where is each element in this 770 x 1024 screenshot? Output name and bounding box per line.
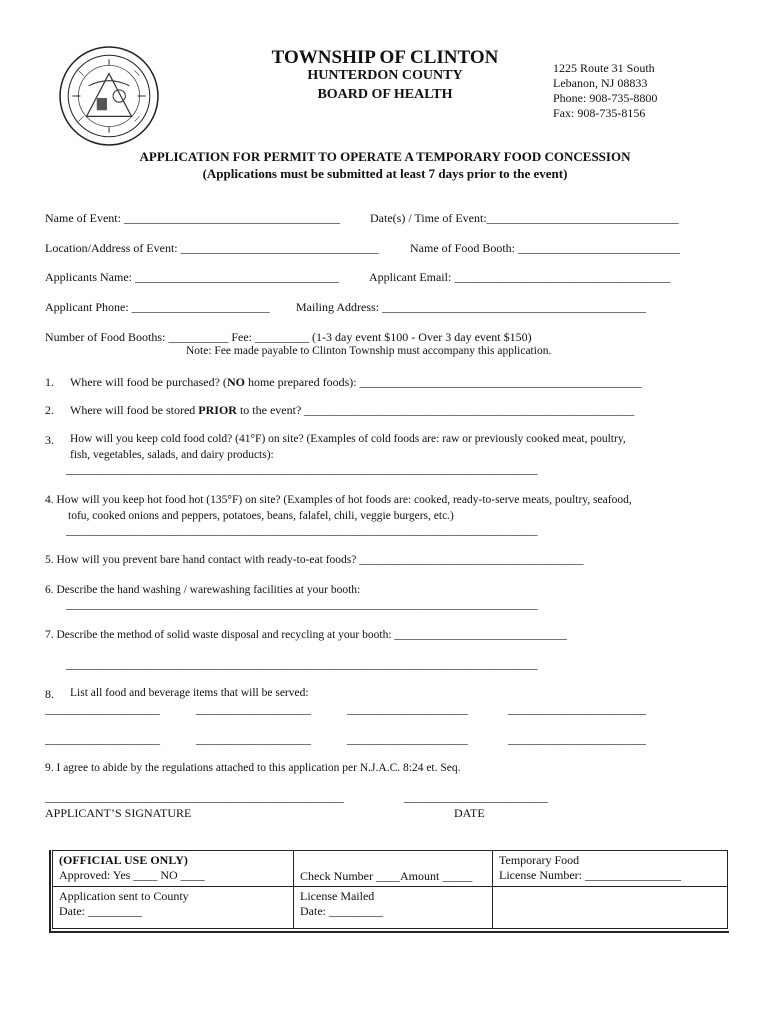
question-8: List all food and beverage items that will be served: — [70, 687, 309, 699]
food-item-line[interactable]: ________________________ — [508, 734, 646, 746]
form-title: APPLICATION FOR PERMIT TO OPERATE A TEMPORARY FOOD CONCESSION — [139, 149, 631, 164]
address-line-1: 1225 Route 31 South — [553, 61, 655, 75]
board-name: BOARD OF HEALTH — [317, 87, 453, 102]
date-label: DATE — [454, 806, 485, 820]
question-7-answer-line[interactable]: __________________________________________________________________________________ — [66, 659, 538, 671]
check-amount-field[interactable]: Check Number ____Amount _____ — [300, 869, 473, 883]
booth-name-field[interactable]: Name of Food Booth: ___________________________ — [410, 241, 680, 255]
county-name: HUNTERDON COUNTY — [307, 68, 463, 83]
location-field[interactable]: Location/Address of Event: _________________________________ — [45, 241, 379, 255]
license-mailed-label: License Mailed — [300, 889, 375, 903]
license-mailed-cell — [294, 887, 493, 929]
question-6: 6. Describe the hand washing / warewashing facilities at your booth: — [45, 584, 361, 596]
question-5[interactable]: 5. How will you prevent bare hand contact with ready-to-eat foods? _______________________________________ — [45, 554, 584, 566]
applicant-phone-field[interactable]: Applicant Phone: _______________________ — [45, 300, 270, 314]
question-4-answer-line[interactable]: __________________________________________________________________________________ — [66, 525, 538, 537]
question-3-line-2: fish, vegetables, salads, and dairy products): — [70, 449, 274, 461]
table-shadow-left — [49, 850, 51, 932]
township-seal-icon — [58, 45, 160, 147]
sent-county-date-field[interactable]: Date: _________ — [59, 904, 142, 918]
temp-food-label: Temporary Food — [499, 853, 580, 867]
township-title: TOWNSHIP OF CLINTON — [271, 47, 499, 68]
address-line-2: Lebanon, NJ 08833 — [553, 76, 648, 90]
form-subtitle: (Applications must be submitted at least 7 days prior to the event) — [202, 166, 568, 181]
food-item-line[interactable]: ____________________ — [45, 734, 160, 746]
food-item-line[interactable]: ____________________ — [45, 704, 160, 716]
question-2-number: 2. — [45, 403, 54, 417]
sent-county-cell — [53, 887, 294, 929]
question-3-line-1: How will you keep cold food cold? (41°F) on site? (Examples of cold foods are: raw or previously cooked meat, poultry, — [70, 433, 626, 445]
empty-cell — [493, 887, 728, 929]
event-name-field[interactable]: Name of Event: ____________________________________ — [45, 211, 340, 225]
license-mailed-date-field[interactable]: Date: _________ — [300, 904, 383, 918]
fax-number: Fax: 908-735-8156 — [553, 106, 646, 120]
approval-field[interactable]: Approved: Yes ____ NO ____ — [59, 868, 205, 882]
question-2[interactable]: Where will food be stored PRIOR to the event? _______________________________________________________ — [70, 403, 635, 417]
food-item-line[interactable]: _____________________ — [347, 734, 468, 746]
official-use-table — [52, 850, 728, 929]
signature-line[interactable]: ____________________________________________________ — [45, 792, 344, 804]
fee-note: Note: Fee made payable to Clinton Township must accompany this application. — [186, 345, 552, 357]
food-item-line[interactable]: _____________________ — [347, 704, 468, 716]
question-8-number: 8. — [45, 687, 54, 701]
question-1-number: 1. — [45, 375, 54, 389]
applicant-name-field[interactable]: Applicants Name: __________________________________ — [45, 270, 339, 284]
question-7[interactable]: 7. Describe the method of solid waste disposal and recycling at your booth: ______________________________ — [45, 629, 567, 641]
food-item-line[interactable]: ____________________ — [196, 704, 311, 716]
official-use-heading: (OFFICIAL USE ONLY) — [59, 853, 188, 867]
signature-label: APPLICANT’S SIGNATURE — [45, 806, 192, 820]
date-line[interactable]: _________________________ — [404, 792, 548, 804]
question-3-answer-line[interactable]: __________________________________________________________________________________ — [66, 464, 538, 476]
question-6-answer-line[interactable]: __________________________________________________________________________________ — [66, 599, 538, 611]
applicant-email-field[interactable]: Applicant Email: ____________________________________ — [369, 270, 671, 284]
event-dates-field[interactable]: Date(s) / Time of Event:________________________________ — [370, 211, 679, 225]
question-1[interactable]: Where will food be purchased? (NO home prepared foods): _______________________________________________ — [70, 375, 642, 389]
booths-fee-field[interactable]: Number of Food Booths: __________ Fee: _________ (1-3 day event $100 - Over 3 day event $150) — [45, 330, 532, 344]
food-item-line[interactable]: ____________________ — [196, 734, 311, 746]
license-number-field[interactable]: License Number: ________________ — [499, 868, 681, 882]
question-4-line-1: 4. How will you keep hot food hot (135°F) on site? (Examples of hot foods are: cooked, ready-to-serve meats, poultry, seafood, — [45, 494, 632, 506]
license-number-cell — [493, 851, 728, 887]
question-4-line-2: tofu, cooked onions and peppers, potatoes, beans, falafel, chili, veggie burgers, etc.) — [68, 510, 454, 522]
table-shadow-bottom — [49, 931, 729, 933]
food-item-line[interactable]: ________________________ — [508, 704, 646, 716]
phone-number: Phone: 908-735-8800 — [553, 91, 658, 105]
question-3-number: 3. — [45, 433, 54, 447]
official-approval-cell — [53, 851, 294, 887]
sent-county-label: Application sent to County — [59, 889, 189, 903]
question-9-agreement: 9. I agree to abide by the regulations attached to this application per N.J.A.C. 8:24 et. Seq. — [45, 762, 461, 774]
check-amount-cell — [294, 851, 493, 887]
mailing-address-field[interactable]: Mailing Address: ____________________________________________ — [296, 300, 646, 314]
